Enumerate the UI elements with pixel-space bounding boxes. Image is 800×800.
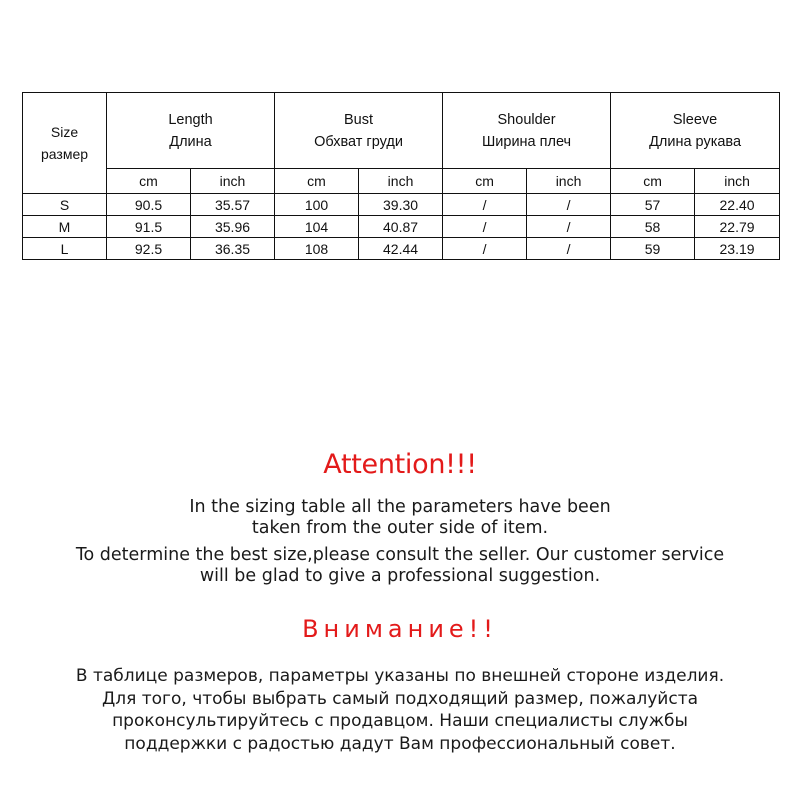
- size-chart-table: [22, 92, 780, 260]
- unit-cell: inch: [527, 169, 611, 194]
- notice-paragraph-ru: [0, 665, 800, 755]
- size-header-cell: [23, 93, 107, 194]
- value-cell: 108: [275, 238, 359, 260]
- value-cell: 91.5: [107, 216, 191, 238]
- table-header-row: [23, 93, 780, 169]
- value-cell: 35.96: [191, 216, 275, 238]
- table-row: [23, 216, 780, 238]
- value-cell: 22.79: [695, 216, 780, 238]
- notice-line: В таблице размеров, параметры указаны по внешней стороне изделия.: [75, 666, 725, 686]
- value-cell: 22.40: [695, 194, 780, 216]
- value-cell: /: [443, 194, 527, 216]
- notice-line: проконсультируйтесь с продавцом. Наши специалисты службы: [112, 711, 688, 731]
- notice-line: In the sizing table all the parameters have been: [189, 497, 611, 517]
- size-header-en: Size: [50, 124, 79, 140]
- value-cell: 100: [275, 194, 359, 216]
- sleeve-header-cell: [611, 93, 780, 169]
- value-cell: 36.35: [191, 238, 275, 260]
- notice-paragraph-en-1: [0, 497, 800, 539]
- notice-line: поддержки с радостью дадут Вам профессиональный совет.: [124, 733, 676, 754]
- unit-cell: inch: [191, 169, 275, 194]
- sleeve-header-ru: Длина рукава: [649, 133, 742, 150]
- unit-cell: cm: [443, 169, 527, 194]
- value-cell: 57: [611, 194, 695, 216]
- shoulder-header-cell: [443, 93, 611, 169]
- value-cell: 90.5: [107, 194, 191, 216]
- value-cell: /: [527, 238, 611, 260]
- unit-row: [23, 169, 780, 194]
- size-cell: L: [23, 238, 107, 260]
- notice-line: taken from the outer side of item.: [251, 518, 549, 538]
- shoulder-header-en: Shoulder: [497, 111, 556, 128]
- unit-cell: cm: [275, 169, 359, 194]
- length-header-cell: [107, 93, 275, 169]
- bust-header-ru: Обхват груди: [314, 133, 403, 150]
- bust-header-cell: [275, 93, 443, 169]
- value-cell: 23.19: [695, 238, 780, 260]
- shoulder-header-ru: Ширина плеч: [481, 133, 572, 150]
- value-cell: 39.30: [359, 194, 443, 216]
- size-cell: S: [23, 194, 107, 216]
- length-header-en: Length: [168, 111, 213, 128]
- value-cell: 92.5: [107, 238, 191, 260]
- value-cell: 35.57: [191, 194, 275, 216]
- sleeve-header-en: Sleeve: [672, 111, 718, 128]
- value-cell: /: [443, 216, 527, 238]
- value-cell: /: [527, 216, 611, 238]
- bust-header-en: Bust: [344, 111, 374, 128]
- value-cell: 104: [275, 216, 359, 238]
- size-header-ru: размер: [40, 146, 89, 162]
- notice-line: Для того, чтобы выбрать самый подходящий размер, пожалуйста: [101, 688, 699, 709]
- unit-cell: inch: [359, 169, 443, 194]
- value-cell: 42.44: [359, 238, 443, 260]
- notice-line: To determine the best size,please consult the seller. Our customer service: [75, 545, 725, 565]
- table-row: [23, 194, 780, 216]
- unit-cell: inch: [695, 169, 780, 194]
- unit-cell: cm: [611, 169, 695, 194]
- value-cell: /: [527, 194, 611, 216]
- unit-cell: cm: [107, 169, 191, 194]
- value-cell: 59: [611, 238, 695, 260]
- notice-line: will be glad to give a professional suggestion.: [199, 566, 601, 586]
- value-cell: 58: [611, 216, 695, 238]
- table-row: [23, 238, 780, 260]
- value-cell: /: [443, 238, 527, 260]
- notice-paragraph-en-2: [0, 545, 800, 587]
- size-cell: M: [23, 216, 107, 238]
- attention-heading-en: Attention!!!: [323, 449, 477, 480]
- value-cell: 40.87: [359, 216, 443, 238]
- attention-heading-ru: Внимание!!: [302, 615, 498, 643]
- length-header-ru: Длина: [169, 133, 212, 150]
